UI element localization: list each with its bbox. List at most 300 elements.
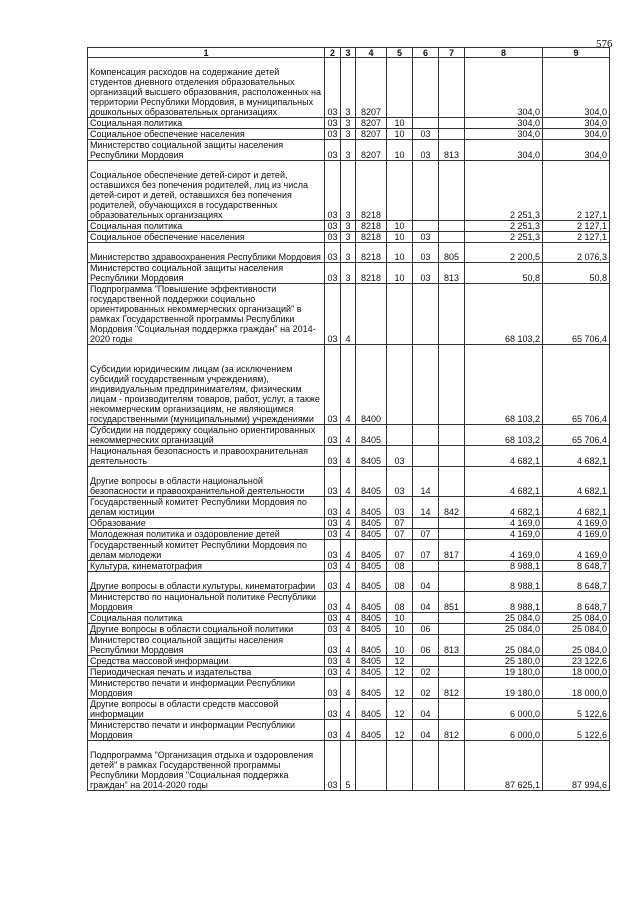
- row-code-3: 3: [341, 118, 356, 129]
- table-row: [88, 140, 610, 161]
- row-code-2: 03: [325, 667, 341, 678]
- row-code-2: 03: [325, 345, 341, 425]
- row-code-7: [439, 129, 465, 140]
- table-row: [88, 635, 610, 656]
- row-code-2: 03: [325, 446, 341, 467]
- row-amount-8: 6 000,0: [465, 720, 543, 741]
- row-code-3: 5: [341, 741, 356, 791]
- row-name: Национальная безопасность и правоохранительная деятельность: [88, 446, 325, 467]
- row-name: Социальная политика: [88, 613, 325, 624]
- row-amount-9: 8 648,7: [543, 561, 610, 572]
- row-code-7: [439, 425, 465, 446]
- row-code-5: 10: [387, 624, 413, 635]
- row-code-4: 8405: [356, 572, 387, 592]
- row-name: Средства массовой информации: [88, 656, 325, 667]
- row-code-2: 03: [325, 161, 341, 221]
- row-name: Другие вопросы в области средств массовой информации: [88, 699, 325, 720]
- row-code-6: [413, 345, 439, 425]
- row-code-4: 8405: [356, 425, 387, 446]
- row-code-2: 03: [325, 592, 341, 613]
- row-code-7: [439, 699, 465, 720]
- row-code-2: 03: [325, 118, 341, 129]
- row-code-7: [439, 572, 465, 592]
- row-code-7: 817: [439, 540, 465, 561]
- row-code-3: 4: [341, 699, 356, 720]
- row-name: Компенсация расходов на содержание детей студентов дневного отделения образовательных организаций высшего образования, расположенных на территории Республики Мордовия, в муниципальных дошкольных образовательных организациях: [88, 58, 325, 118]
- row-code-5: 03: [387, 446, 413, 467]
- row-code-5: 12: [387, 720, 413, 741]
- column-header: 9: [543, 48, 610, 58]
- row-code-4: 8405: [356, 678, 387, 699]
- row-code-3: 3: [341, 129, 356, 140]
- row-code-4: 8218: [356, 263, 387, 284]
- row-code-2: 03: [325, 467, 341, 497]
- row-amount-8: 4 169,0: [465, 518, 543, 529]
- row-code-5: 03: [387, 497, 413, 518]
- row-name: Государственный комитет Республики Мордовия по делам юстиции: [88, 497, 325, 518]
- row-name: Субсидии юридическим лицам (за исключением субсидий государственным учреждениям), индивидуальным предпринимателям, физическим лицам - производителям товаров, работ, услуг, а также некоммерческим организациям, не являющимся государственными (муниципальными) учреждениями: [88, 345, 325, 425]
- row-amount-9: 5 122,6: [543, 699, 610, 720]
- row-amount-9: 8 648,7: [543, 572, 610, 592]
- row-amount-8: 304,0: [465, 129, 543, 140]
- row-amount-9: 4 169,0: [543, 518, 610, 529]
- row-code-2: 03: [325, 284, 341, 345]
- row-code-6: 03: [413, 232, 439, 243]
- row-amount-8: 8 988,1: [465, 561, 543, 572]
- row-code-6: [413, 58, 439, 118]
- row-amount-9: 2 127,1: [543, 232, 610, 243]
- row-code-4: 8405: [356, 699, 387, 720]
- row-amount-9: 25 084,0: [543, 613, 610, 624]
- row-code-2: 03: [325, 678, 341, 699]
- row-code-2: 03: [325, 656, 341, 667]
- row-code-6: 06: [413, 624, 439, 635]
- row-code-2: 03: [325, 561, 341, 572]
- row-amount-8: 304,0: [465, 140, 543, 161]
- row-code-3: 3: [341, 263, 356, 284]
- row-code-3: 4: [341, 561, 356, 572]
- row-amount-9: 4 682,1: [543, 497, 610, 518]
- row-name: Социальная политика: [88, 118, 325, 129]
- row-amount-8: 304,0: [465, 58, 543, 118]
- table-row: [88, 161, 610, 221]
- row-code-7: [439, 161, 465, 221]
- row-code-6: [413, 518, 439, 529]
- row-code-2: 03: [325, 221, 341, 232]
- row-amount-9: 23 122,6: [543, 656, 610, 667]
- row-amount-9: 65 706,4: [543, 425, 610, 446]
- row-name: Другие вопросы в области культуры, кинематографии: [88, 572, 325, 592]
- table-row: [88, 497, 610, 518]
- row-amount-8: 19 180,0: [465, 667, 543, 678]
- row-code-6: 02: [413, 667, 439, 678]
- row-code-6: [413, 613, 439, 624]
- row-code-6: 02: [413, 678, 439, 699]
- row-name: Государственный комитет Республики Мордовия по делам молодежи: [88, 540, 325, 561]
- row-code-6: [413, 221, 439, 232]
- row-amount-9: 2 076,3: [543, 243, 610, 263]
- row-code-7: [439, 561, 465, 572]
- row-amount-8: 87 625,1: [465, 741, 543, 791]
- table-row: [88, 518, 610, 529]
- table-header-row: [88, 48, 610, 58]
- row-amount-9: 4 169,0: [543, 540, 610, 561]
- row-code-5: [387, 284, 413, 345]
- row-amount-8: 68 103,2: [465, 345, 543, 425]
- row-code-5: 12: [387, 667, 413, 678]
- row-amount-9: 65 706,4: [543, 284, 610, 345]
- row-code-7: [439, 58, 465, 118]
- row-code-2: 03: [325, 58, 341, 118]
- row-code-2: 03: [325, 129, 341, 140]
- row-code-7: [439, 667, 465, 678]
- row-code-2: 03: [325, 140, 341, 161]
- row-code-5: 10: [387, 118, 413, 129]
- row-name: Социальное обеспечение населения: [88, 129, 325, 140]
- row-code-5: 12: [387, 678, 413, 699]
- row-code-2: 03: [325, 263, 341, 284]
- row-amount-8: 19 180,0: [465, 678, 543, 699]
- row-code-5: 08: [387, 561, 413, 572]
- row-code-4: 8405: [356, 561, 387, 572]
- row-amount-8: 68 103,2: [465, 425, 543, 446]
- row-name: Министерство по национальной политике Республики Мордовия: [88, 592, 325, 613]
- row-amount-9: 65 706,4: [543, 345, 610, 425]
- row-amount-9: 304,0: [543, 58, 610, 118]
- row-code-7: 813: [439, 635, 465, 656]
- table-row: [88, 129, 610, 140]
- row-code-7: [439, 741, 465, 791]
- row-code-2: 03: [325, 613, 341, 624]
- row-name: Министерство здравоохранения Республики Мордовия: [88, 243, 325, 263]
- row-code-4: 8218: [356, 221, 387, 232]
- row-code-5: [387, 345, 413, 425]
- row-code-2: 03: [325, 497, 341, 518]
- row-code-4: 8405: [356, 518, 387, 529]
- row-amount-9: 18 000,0: [543, 667, 610, 678]
- column-header: 4: [356, 48, 387, 58]
- row-code-4: 8405: [356, 592, 387, 613]
- row-name: Министерство печати и информации Республики Мордовия: [88, 720, 325, 741]
- row-code-2: 03: [325, 624, 341, 635]
- row-amount-9: 5 122,6: [543, 720, 610, 741]
- row-code-3: 3: [341, 140, 356, 161]
- row-code-6: 14: [413, 467, 439, 497]
- row-code-5: 07: [387, 529, 413, 540]
- row-code-5: 10: [387, 243, 413, 263]
- row-amount-9: 50,8: [543, 263, 610, 284]
- row-code-5: 08: [387, 572, 413, 592]
- row-code-2: 03: [325, 243, 341, 263]
- row-code-4: [356, 284, 387, 345]
- row-code-7: 842: [439, 497, 465, 518]
- table-row: [88, 667, 610, 678]
- row-code-3: 4: [341, 635, 356, 656]
- row-amount-9: 304,0: [543, 118, 610, 129]
- row-code-2: 03: [325, 425, 341, 446]
- row-code-3: 4: [341, 540, 356, 561]
- row-code-2: 03: [325, 572, 341, 592]
- row-amount-9: 25 084,0: [543, 624, 610, 635]
- row-code-3: 4: [341, 529, 356, 540]
- row-code-6: 04: [413, 720, 439, 741]
- row-code-5: [387, 425, 413, 446]
- row-code-7: [439, 284, 465, 345]
- row-code-7: [439, 656, 465, 667]
- row-code-7: [439, 467, 465, 497]
- row-code-4: 8405: [356, 540, 387, 561]
- row-code-2: 03: [325, 529, 341, 540]
- row-code-7: 813: [439, 263, 465, 284]
- row-name: Социальная политика: [88, 221, 325, 232]
- row-code-3: 3: [341, 221, 356, 232]
- row-code-2: 03: [325, 518, 341, 529]
- table-row: [88, 624, 610, 635]
- row-code-4: 8405: [356, 529, 387, 540]
- row-amount-9: 87 994,6: [543, 741, 610, 791]
- row-code-2: 03: [325, 699, 341, 720]
- row-code-5: 07: [387, 540, 413, 561]
- column-header: 7: [439, 48, 465, 58]
- row-code-5: 08: [387, 592, 413, 613]
- budget-table: [87, 47, 610, 791]
- row-code-5: [387, 58, 413, 118]
- row-amount-9: 25 084,0: [543, 635, 610, 656]
- row-amount-9: 2 127,1: [543, 221, 610, 232]
- row-amount-9: 4 682,1: [543, 467, 610, 497]
- table-row: [88, 699, 610, 720]
- row-code-5: 03: [387, 467, 413, 497]
- row-code-7: [439, 518, 465, 529]
- row-code-3: 3: [341, 58, 356, 118]
- row-code-7: 812: [439, 720, 465, 741]
- table-row: [88, 263, 610, 284]
- row-code-4: [356, 741, 387, 791]
- row-name: Социальное обеспечение детей-сирот и детей, оставшихся без попечения родителей, лиц из числа детей-сирот и детей, оставшихся без попечения родителей, обучающихся в государственных образовательных организациях: [88, 161, 325, 221]
- row-code-2: 03: [325, 741, 341, 791]
- row-code-6: 04: [413, 592, 439, 613]
- row-amount-8: 4 169,0: [465, 540, 543, 561]
- row-name: Подпрограмма "Организация отдыха и оздоровления детей" в рамках Государственной программы Республики Мордовия "Социальная поддержка граждан" на 2014-2020 годы: [88, 741, 325, 791]
- table-row: [88, 720, 610, 741]
- row-name: Министерство социальной защиты населения Республики Мордовия: [88, 635, 325, 656]
- table-row: [88, 561, 610, 572]
- table-row: [88, 221, 610, 232]
- table-row: [88, 446, 610, 467]
- row-code-7: 813: [439, 140, 465, 161]
- row-code-3: 4: [341, 446, 356, 467]
- row-code-4: 8405: [356, 467, 387, 497]
- row-code-3: 3: [341, 232, 356, 243]
- row-code-4: 8405: [356, 720, 387, 741]
- row-code-5: 12: [387, 656, 413, 667]
- row-code-7: 805: [439, 243, 465, 263]
- row-amount-9: 304,0: [543, 140, 610, 161]
- row-code-2: 03: [325, 540, 341, 561]
- row-code-4: 8207: [356, 129, 387, 140]
- row-name: Министерство социальной защиты населения Республики Мордовия: [88, 140, 325, 161]
- table-row: [88, 118, 610, 129]
- row-code-6: [413, 284, 439, 345]
- row-code-3: 4: [341, 284, 356, 345]
- row-code-4: 8207: [356, 118, 387, 129]
- column-header: 8: [465, 48, 543, 58]
- row-amount-9: 304,0: [543, 129, 610, 140]
- row-code-5: [387, 161, 413, 221]
- row-code-4: 8207: [356, 140, 387, 161]
- row-amount-8: 2 200,5: [465, 243, 543, 263]
- column-header: 3: [341, 48, 356, 58]
- row-code-6: 07: [413, 540, 439, 561]
- row-code-5: 10: [387, 221, 413, 232]
- table-row: [88, 741, 610, 791]
- row-code-7: [439, 221, 465, 232]
- row-amount-8: 50,8: [465, 263, 543, 284]
- row-code-4: 8218: [356, 243, 387, 263]
- row-code-3: 4: [341, 345, 356, 425]
- row-code-6: 14: [413, 497, 439, 518]
- row-code-7: 812: [439, 678, 465, 699]
- row-name: Другие вопросы в области национальной безопасности и правоохранительной деятельности: [88, 467, 325, 497]
- row-code-3: 4: [341, 678, 356, 699]
- row-code-3: 4: [341, 720, 356, 741]
- row-amount-9: 2 127,1: [543, 161, 610, 221]
- column-header: 2: [325, 48, 341, 58]
- row-amount-8: 25 180,0: [465, 656, 543, 667]
- row-amount-8: 2 251,3: [465, 221, 543, 232]
- row-code-6: 03: [413, 243, 439, 263]
- row-code-3: 4: [341, 656, 356, 667]
- row-code-4: 8405: [356, 667, 387, 678]
- table-row: [88, 425, 610, 446]
- row-code-3: 4: [341, 624, 356, 635]
- row-code-7: [439, 624, 465, 635]
- row-amount-9: 4 169,0: [543, 529, 610, 540]
- row-code-6: 03: [413, 263, 439, 284]
- row-code-5: 10: [387, 613, 413, 624]
- row-code-4: 8207: [356, 58, 387, 118]
- row-code-7: [439, 529, 465, 540]
- row-code-4: 8400: [356, 345, 387, 425]
- row-code-3: 4: [341, 592, 356, 613]
- row-code-5: 10: [387, 635, 413, 656]
- table-row: [88, 467, 610, 497]
- table-row: [88, 656, 610, 667]
- row-code-4: 8405: [356, 624, 387, 635]
- table-row: [88, 613, 610, 624]
- row-name: Культура, кинематография: [88, 561, 325, 572]
- row-code-7: [439, 613, 465, 624]
- row-amount-8: 4 682,1: [465, 497, 543, 518]
- table-row: [88, 284, 610, 345]
- row-code-3: 4: [341, 497, 356, 518]
- row-code-5: 10: [387, 129, 413, 140]
- row-code-4: 8218: [356, 161, 387, 221]
- row-code-5: 07: [387, 518, 413, 529]
- row-code-3: 4: [341, 572, 356, 592]
- row-code-3: 3: [341, 243, 356, 263]
- table-row: [88, 592, 610, 613]
- row-code-4: 8405: [356, 635, 387, 656]
- row-code-6: 04: [413, 699, 439, 720]
- row-code-7: 851: [439, 592, 465, 613]
- table-row: [88, 529, 610, 540]
- row-code-5: 10: [387, 263, 413, 284]
- row-code-2: 03: [325, 635, 341, 656]
- row-code-3: 4: [341, 518, 356, 529]
- row-code-4: 8405: [356, 656, 387, 667]
- row-code-3: 4: [341, 467, 356, 497]
- table-row: [88, 243, 610, 263]
- row-amount-8: 25 084,0: [465, 624, 543, 635]
- column-header: 1: [88, 48, 325, 58]
- row-code-4: 8405: [356, 497, 387, 518]
- row-code-6: [413, 425, 439, 446]
- row-code-4: 8405: [356, 613, 387, 624]
- row-amount-8: 8 988,1: [465, 572, 543, 592]
- column-header: 6: [413, 48, 439, 58]
- table-row: [88, 58, 610, 118]
- row-amount-8: 4 682,1: [465, 467, 543, 497]
- row-code-6: 03: [413, 140, 439, 161]
- row-code-4: 8405: [356, 446, 387, 467]
- row-name: Периодическая печать и издательства: [88, 667, 325, 678]
- row-amount-8: 25 084,0: [465, 613, 543, 624]
- row-name: Другие вопросы в области социальной политики: [88, 624, 325, 635]
- row-code-6: [413, 161, 439, 221]
- row-amount-8: 6 000,0: [465, 699, 543, 720]
- row-name: Подпрограмма "Повышение эффективности государственной поддержки социально ориентированных некоммерческих организаций" в рамках Государственной программы Республики Мордовия "Социальная поддержка граждан" на 2014-2020 годы: [88, 284, 325, 345]
- row-amount-8: 304,0: [465, 118, 543, 129]
- row-code-6: [413, 446, 439, 467]
- row-code-6: [413, 741, 439, 791]
- row-code-5: 12: [387, 699, 413, 720]
- row-code-2: 03: [325, 720, 341, 741]
- table-row: [88, 572, 610, 592]
- row-name: Субсидии на поддержку социально ориентированных некоммерческих организаций: [88, 425, 325, 446]
- row-code-7: [439, 232, 465, 243]
- row-amount-9: 4 682,1: [543, 446, 610, 467]
- row-amount-8: 2 251,3: [465, 232, 543, 243]
- row-code-3: 3: [341, 161, 356, 221]
- table-row: [88, 232, 610, 243]
- row-code-3: 4: [341, 613, 356, 624]
- row-amount-8: 4 682,1: [465, 446, 543, 467]
- row-amount-9: 8 648,7: [543, 592, 610, 613]
- row-name: Социальное обеспечение населения: [88, 232, 325, 243]
- row-code-7: [439, 345, 465, 425]
- row-code-6: [413, 118, 439, 129]
- row-amount-8: 8 988,1: [465, 592, 543, 613]
- row-code-7: [439, 118, 465, 129]
- row-code-2: 03: [325, 232, 341, 243]
- page-number: 576: [596, 38, 613, 50]
- row-name: Образование: [88, 518, 325, 529]
- row-code-6: 06: [413, 635, 439, 656]
- row-name: Министерство социальной защиты населения Республики Мордовия: [88, 263, 325, 284]
- column-header: 5: [387, 48, 413, 58]
- table-row: [88, 345, 610, 425]
- row-amount-8: 4 169,0: [465, 529, 543, 540]
- row-code-7: [439, 446, 465, 467]
- row-code-6: [413, 656, 439, 667]
- table-row: [88, 678, 610, 699]
- row-name: Молодежная политика и оздоровление детей: [88, 529, 325, 540]
- row-amount-9: 18 000,0: [543, 678, 610, 699]
- row-code-6: [413, 561, 439, 572]
- row-name: Министерство печати и информации Республики Мордовия: [88, 678, 325, 699]
- row-amount-8: 25 084,0: [465, 635, 543, 656]
